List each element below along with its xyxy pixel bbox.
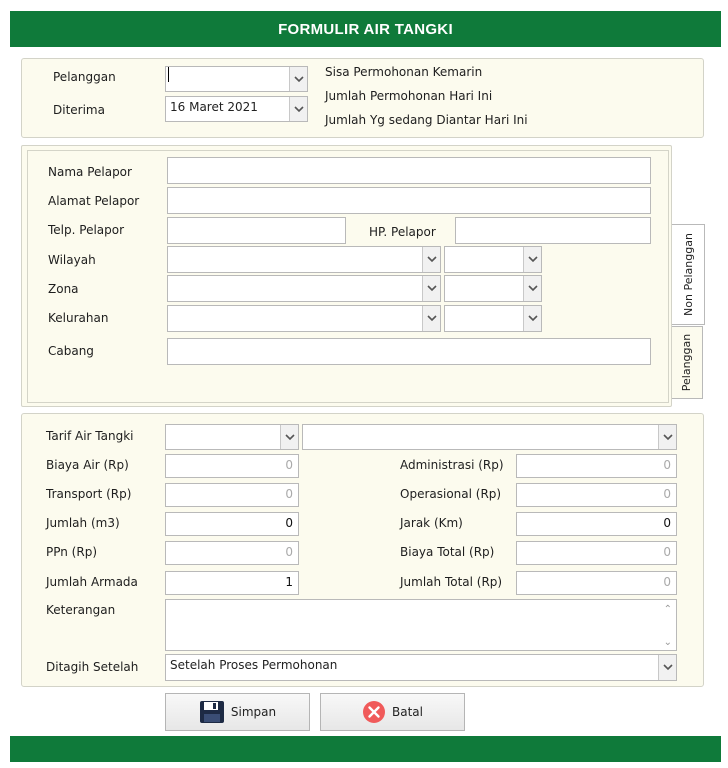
biaya-total-label: Biaya Total (Rp) [400,545,495,559]
jumlah-m3-input[interactable]: 0 [165,512,299,536]
wilayah-sub-select[interactable] [444,246,542,273]
chevron-down-icon[interactable] [289,67,307,91]
tarif-label: Tarif Air Tangki [46,429,134,443]
hp-pelapor-label: HP. Pelapor [369,225,436,239]
chevron-down-icon[interactable] [523,306,541,331]
diterima-date-value: 16 Maret 2021 [170,100,258,114]
kelurahan-select[interactable] [167,305,441,332]
sisa-permohonan-label: Sisa Permohonan Kemarin [325,65,483,79]
kelurahan-label: Kelurahan [48,311,109,325]
jarak-input[interactable]: 0 [516,512,677,536]
administrasi-input[interactable]: 0 [516,454,677,478]
chevron-down-icon[interactable] [658,655,676,680]
tarif-select[interactable] [165,424,299,450]
cabang-label: Cabang [48,344,94,358]
simpan-button[interactable] [165,693,310,731]
chevron-down-icon[interactable] [422,306,440,331]
operasional-input[interactable]: 0 [516,483,677,507]
zona-label: Zona [48,282,79,296]
transport-input[interactable]: 0 [165,483,299,507]
diterima-label: Diterima [53,103,105,117]
kelurahan-sub-select[interactable] [444,305,542,332]
ppn-input[interactable]: 0 [165,541,299,565]
tarif-detail-select[interactable] [302,424,677,450]
armada-label: Jumlah Armada [46,575,138,589]
nama-pelapor-input[interactable] [167,157,651,184]
tab-pelanggan-label: Pelanggan [680,333,694,392]
administrasi-label: Administrasi (Rp) [400,458,504,472]
scroll-down-icon[interactable]: ⌄ [663,637,672,648]
operasional-label: Operasional (Rp) [400,487,502,501]
biaya-air-input[interactable]: 0 [165,454,299,478]
chevron-down-icon[interactable] [523,276,541,301]
chevron-down-icon[interactable] [523,247,541,272]
tab-non-pelanggan[interactable] [672,224,705,325]
footer-bar [10,736,721,762]
nama-pelapor-label: Nama Pelapor [48,165,132,179]
hp-pelapor-input[interactable] [455,217,651,244]
chevron-down-icon[interactable] [658,425,676,449]
chevron-down-icon[interactable] [422,276,440,301]
alamat-pelapor-input[interactable] [167,187,651,214]
jarak-label: Jarak (Km) [400,516,463,530]
telp-pelapor-input[interactable] [167,217,346,244]
cabang-input[interactable] [167,338,651,365]
pelanggan-select[interactable] [165,66,308,92]
scroll-up-icon[interactable]: ⌃ [663,604,672,615]
telp-pelapor-label: Telp. Pelapor [48,223,125,237]
wilayah-select[interactable] [167,246,441,273]
ditagih-select-value: Setelah Proses Permohonan [170,658,338,672]
jumlah-diantar-label: Jumlah Yg sedang Diantar Hari Ini [325,113,528,127]
chevron-down-icon[interactable] [289,97,307,121]
zona-sub-select[interactable] [444,275,542,302]
chevron-down-icon[interactable] [422,247,440,272]
chevron-down-icon[interactable] [280,425,298,449]
jumlah-m3-label: Jumlah (m3) [46,516,120,530]
save-icon [199,700,225,724]
jumlah-total-input[interactable]: 0 [516,571,677,595]
armada-input[interactable]: 1 [165,571,299,595]
batal-button[interactable] [320,693,465,731]
ditagih-label: Ditagih Setelah [46,660,139,674]
ditagih-select[interactable] [165,654,677,681]
form-title-bar [10,11,721,47]
zona-select[interactable] [167,275,441,302]
tab-non-pelanggan-label: Non Pelanggan [681,233,695,316]
simpan-button-label: Simpan [230,705,277,719]
biaya-air-label: Biaya Air (Rp) [46,458,129,472]
tab-pelanggan[interactable] [672,326,703,399]
keterangan-textarea[interactable] [165,599,677,651]
biaya-total-input[interactable]: 0 [516,541,677,565]
jumlah-total-label: Jumlah Total (Rp) [400,575,503,589]
text-cursor [168,67,169,82]
alamat-pelapor-label: Alamat Pelapor [48,194,140,208]
cancel-icon [362,700,386,724]
jumlah-permohonan-label: Jumlah Permohonan Hari Ini [325,89,493,103]
diterima-date-select[interactable] [165,96,308,122]
form-title: FORMULIR AIR TANGKI [278,20,453,38]
batal-button-label: Batal [392,705,423,719]
wilayah-label: Wilayah [48,253,96,267]
transport-label: Transport (Rp) [46,487,132,501]
ppn-label: PPn (Rp) [46,545,97,559]
keterangan-label: Keterangan [46,603,116,617]
pelanggan-label: Pelanggan [53,70,116,84]
